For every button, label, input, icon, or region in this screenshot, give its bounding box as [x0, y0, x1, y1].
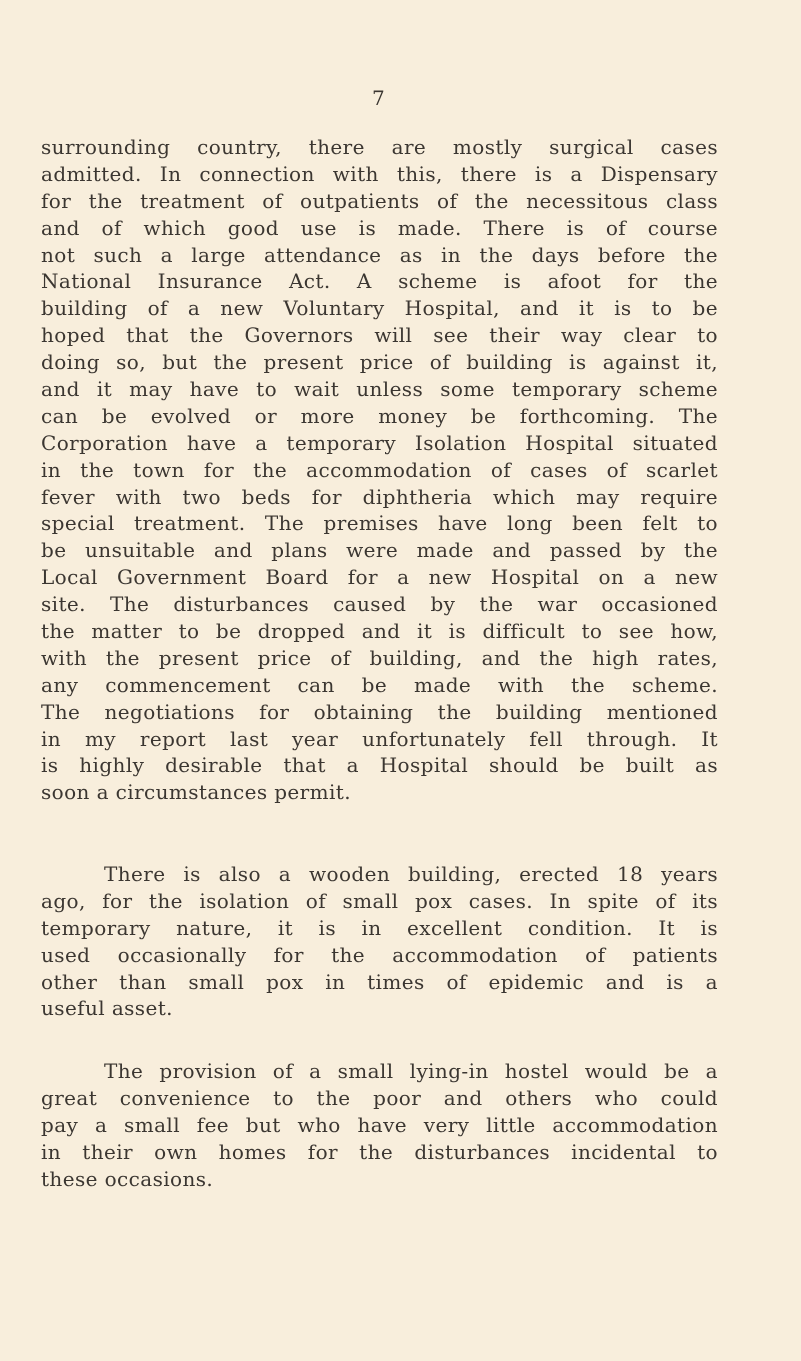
text-line: The provision of a small lying-in hostel would be a [104, 1059, 718, 1083]
text-line: with the present price of building, and the high rates, [41, 645, 718, 670]
text-line: fever with two beds for diphtheria which may require [41, 484, 718, 509]
text-line: pay a small fee but who have very little accommodation [41, 1112, 718, 1137]
text-line: useful asset. [41, 996, 173, 1021]
text-line: soon a circumstances permit. [41, 780, 351, 805]
paragraph-3 [41, 1058, 718, 1192]
page-number: 7 [372, 86, 385, 110]
text-line: is highly desirable that a Hospital should be built as [41, 753, 718, 778]
text-line: temporary nature, it is in excellent condition. It is [41, 915, 718, 940]
text-line: not such a large attendance as in the days before the [41, 242, 718, 267]
paragraph-2 [41, 861, 718, 1022]
text-line: be unsuitable and plans were made and passed by the [41, 538, 718, 563]
text-line: Local Government Board for a new Hospital on a new [41, 565, 718, 590]
text-line: site. The disturbances caused by the war occasioned [41, 592, 718, 617]
text-line: other than small pox in times of epidemic and is a [41, 969, 718, 994]
text-line: in the town for the accommodation of cases of scarlet [41, 457, 718, 482]
text-line: building of a new Voluntary Hospital, and it is to be [41, 296, 718, 321]
text-line: in their own homes for the disturbances incidental to [41, 1139, 718, 1164]
text-line: can be evolved or more money be forthcoming. The [41, 403, 718, 428]
text-line: any commencement can be made with the scheme. [41, 672, 718, 697]
text-line: surrounding country, there are mostly surgical cases [41, 135, 718, 159]
text-line: admitted. In connection with this, there is a Dispensary [41, 161, 718, 186]
text-line: used occasionally for the accommodation of patients [41, 942, 718, 967]
text-line: the matter to be dropped and it is difficult to see how, [41, 619, 718, 644]
text-line: ago, for the isolation of small pox cases. In spite of its [41, 888, 718, 913]
text-line: Corporation have a temporary Isolation Hospital situated [41, 430, 718, 455]
text-line: for the treatment of outpatients of the necessitous class [41, 188, 718, 213]
text-line: National Insurance Act. A scheme is afoot for the [41, 269, 718, 294]
text-line: special treatment. The premises have long been felt to [41, 511, 718, 536]
paragraph-1 [41, 134, 718, 806]
text-line: and of which good use is made. There is of course [41, 215, 718, 240]
text-line: hoped that the Governors will see their way clear to [41, 323, 718, 348]
text-line: these occasions. [41, 1166, 214, 1191]
text-line: There is also a wooden building, erected 18 years [104, 862, 718, 886]
text-line: The negotiations for obtaining the building mentioned [41, 699, 718, 724]
text-line: in my report last year unfortunately fell through. It [41, 726, 718, 751]
text-line: and it may have to wait unless some temporary scheme [41, 377, 718, 402]
text-line: great convenience to the poor and others who could [41, 1085, 718, 1110]
text-line: doing so, but the present price of building is against it, [41, 350, 718, 375]
